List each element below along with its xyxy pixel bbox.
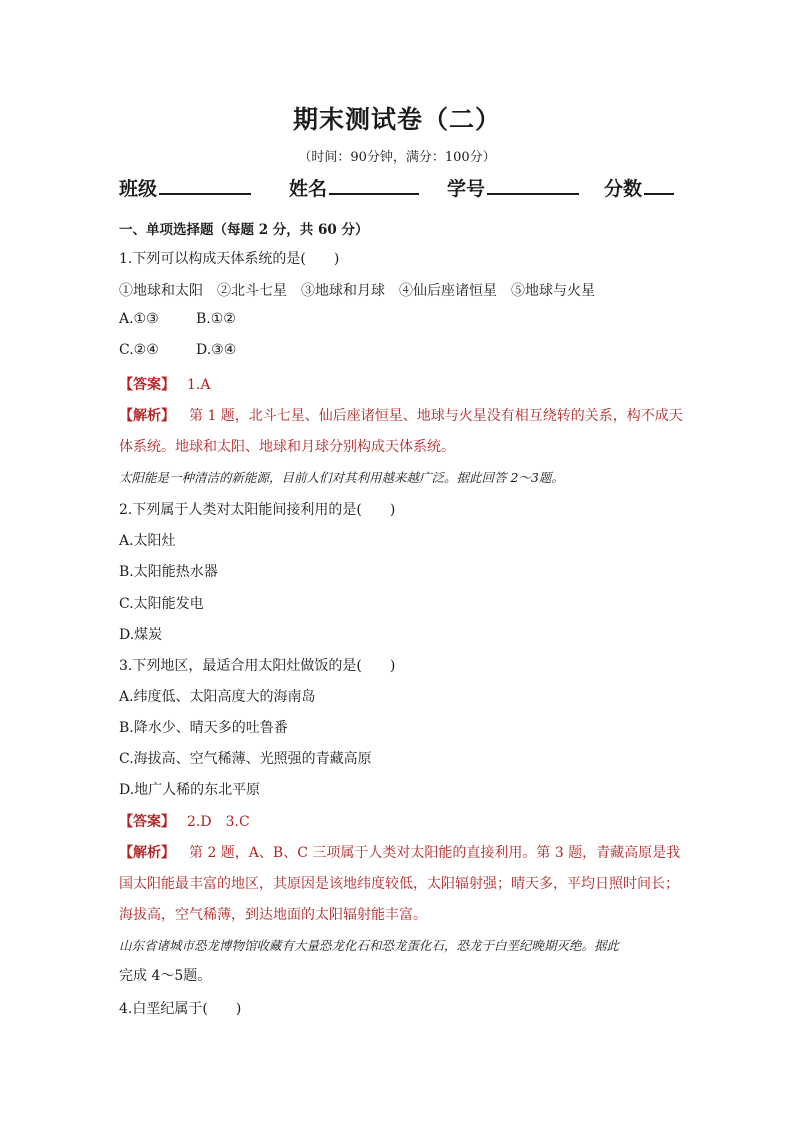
q2-stem: 2.下列属于人类对太阳能间接利用的是( )	[119, 502, 396, 518]
analysis-tag: 【解析】	[119, 845, 175, 861]
material-text: 山东省诸城市恐龙博物馆收藏有大量恐龙化石和恐龙蛋化石，恐龙于白垩纪晚期灭绝。据此	[119, 938, 620, 953]
q4-stem: 4.白垩纪属于( )	[119, 1001, 242, 1017]
analysis-tag: 【解析】	[119, 408, 175, 424]
student-id-field	[447, 174, 579, 201]
class-blank[interactable]	[159, 175, 251, 195]
q3-analysis	[119, 842, 680, 862]
q3-answer	[119, 811, 250, 831]
student-id-label: 学号	[447, 178, 486, 200]
class-label: 班级	[119, 178, 158, 200]
score-field	[604, 174, 674, 201]
answer-value: 1.A	[187, 377, 211, 393]
q3-option-c: C.海拔高、空气稀薄、光照强的青藏高原	[119, 751, 372, 767]
q1-items: ①地球和太阳 ②北斗七星 ③地球和月球 ④仙后座诸恒星 ⑤地球与火星	[119, 283, 595, 299]
q1-stem: 1.下列可以构成天体系统的是( )	[119, 251, 340, 267]
q1-answer	[119, 374, 210, 394]
q2-option-a: A.太阳灶	[119, 533, 176, 549]
name-blank[interactable]	[329, 175, 419, 195]
q3-option-d: D.地广人稀的东北平原	[119, 782, 261, 798]
score-label: 分数	[604, 178, 643, 200]
q1-option-b: B.①②	[196, 311, 236, 327]
material-text-cont: 完成 4～5题。	[119, 968, 212, 984]
class-field	[119, 174, 251, 201]
material-text: 太阳能是一种清洁的新能源，目前人们对其利用越来越广泛。据此回答 2～3题。	[119, 470, 564, 485]
q1-analysis	[119, 405, 683, 425]
q3-stem: 3.下列地区，最适合用太阳灶做饭的是( )	[119, 658, 396, 674]
q1-option-d: D.③④	[196, 342, 237, 358]
answer-tag: 【答案】	[119, 814, 175, 830]
exam-time-score: （时间：90分钟，满分：100分）	[298, 150, 496, 165]
q3-analysis-cont: 国太阳能最丰富的地区，其原因是该地纬度较低，太阳辐射强；晴天多，平均日照时间长；	[119, 876, 679, 892]
q3-analysis-cont: 海拔高，空气稀薄，到达地面的太阳辐射能丰富。	[119, 907, 427, 923]
q3-option-b: B.降水少、晴天多的吐鲁番	[119, 720, 288, 736]
answer-value: 2.D 3.C	[187, 814, 250, 830]
q1-analysis-cont: 体系统。地球和太阳、地球和月球分别构成天体系统。	[119, 439, 455, 455]
answer-tag: 【答案】	[119, 377, 175, 393]
section-heading: 一、单项选择题（每题 2 分，共 60 分）	[119, 222, 369, 238]
name-label: 姓名	[289, 178, 328, 200]
analysis-text: 第 1 题，北斗七星、仙后座诸恒星、地球与火星没有相互绕转的关系，构不成天	[189, 408, 683, 424]
page-title: 期末测试卷（二）	[292, 105, 501, 134]
q3-option-a: A.纬度低、太阳高度大的海南岛	[119, 689, 316, 705]
q2-option-b: B.太阳能热水器	[119, 564, 218, 580]
name-field	[289, 174, 419, 201]
q1-option-a: A.①③	[119, 311, 159, 327]
q2-option-d: D.煤炭	[119, 627, 163, 643]
analysis-text: 第 2 题，A、B、C 三项属于人类对太阳能的直接利用。第 3 题，青藏高原是我	[189, 845, 681, 861]
student-id-blank[interactable]	[487, 175, 579, 195]
q2-option-c: C.太阳能发电	[119, 596, 204, 612]
q1-option-c: C.②④	[119, 342, 159, 358]
score-blank[interactable]	[644, 175, 674, 195]
